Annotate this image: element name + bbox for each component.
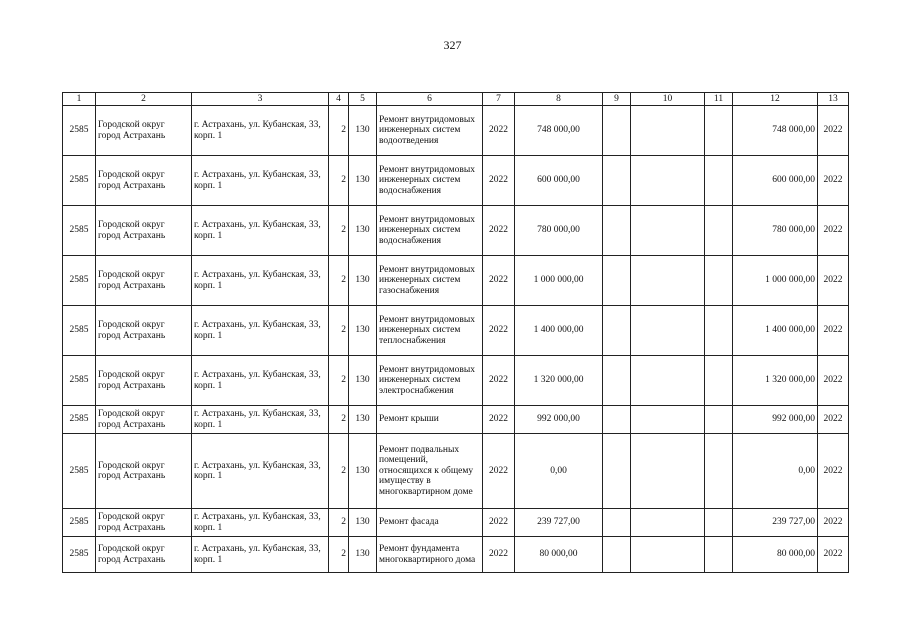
year-cell: 2022	[483, 356, 515, 406]
row-id: 2585	[63, 256, 96, 306]
area-cell: 130	[349, 106, 377, 156]
column-10-cell	[631, 306, 705, 356]
table-row	[63, 256, 849, 306]
address-cell: г. Астрахань, ул. Кубанская, 33, корп. 1	[192, 256, 329, 306]
table-row	[63, 356, 849, 406]
table-row	[63, 106, 849, 156]
floors-cell: 2	[329, 406, 349, 434]
column-9-cell	[603, 256, 631, 306]
table-row	[63, 537, 849, 573]
table-row	[63, 306, 849, 356]
end-year-cell: 2022	[818, 106, 849, 156]
column-header: 9	[603, 93, 631, 106]
area-cell: 130	[349, 406, 377, 434]
year-cell: 2022	[483, 106, 515, 156]
address-cell: г. Астрахань, ул. Кубанская, 33, корп. 1	[192, 106, 329, 156]
cost-cell: 239 727,00	[515, 509, 603, 537]
municipality-cell: Городской округ город Астрахань	[96, 156, 192, 206]
row-id: 2585	[63, 106, 96, 156]
column-header: 11	[705, 93, 733, 106]
cost-cell: 992 000,00	[515, 406, 603, 434]
floors-cell: 2	[329, 106, 349, 156]
column-header: 8	[515, 93, 603, 106]
column-11-cell	[705, 206, 733, 256]
cost-cell: 780 000,00	[515, 206, 603, 256]
work-type-cell: Ремонт крыши	[377, 406, 483, 434]
column-9-cell	[603, 434, 631, 509]
floors-cell: 2	[329, 256, 349, 306]
column-header: 3	[192, 93, 329, 106]
header-row	[63, 93, 849, 106]
column-10-cell	[631, 106, 705, 156]
table-row	[63, 156, 849, 206]
municipality-cell: Городской округ город Астрахань	[96, 206, 192, 256]
area-cell: 130	[349, 306, 377, 356]
municipality-cell: Городской округ город Астрахань	[96, 306, 192, 356]
total-cost-cell: 0,00	[733, 434, 818, 509]
area-cell: 130	[349, 156, 377, 206]
floors-cell: 2	[329, 306, 349, 356]
column-11-cell	[705, 256, 733, 306]
cost-cell: 1 320 000,00	[515, 356, 603, 406]
work-type-cell: Ремонт фундамента многоквартирного дома	[377, 537, 483, 573]
cost-cell: 0,00	[515, 434, 603, 509]
area-cell: 130	[349, 537, 377, 573]
repair-program-table	[62, 92, 849, 573]
end-year-cell: 2022	[818, 406, 849, 434]
page-number: 327	[443, 38, 462, 52]
municipality-cell: Городской округ город Астрахань	[96, 256, 192, 306]
municipality-cell: Городской округ город Астрахань	[96, 106, 192, 156]
end-year-cell: 2022	[818, 509, 849, 537]
area-cell: 130	[349, 256, 377, 306]
cost-cell: 1 400 000,00	[515, 306, 603, 356]
row-id: 2585	[63, 406, 96, 434]
column-10-cell	[631, 509, 705, 537]
work-type-cell: Ремонт подвальных помещений, относящихся к общему имуществу в многоквартирном доме	[377, 434, 483, 509]
column-10-cell	[631, 256, 705, 306]
work-type-cell: Ремонт внутридомовых инженерных систем водоснабжения	[377, 156, 483, 206]
row-id: 2585	[63, 356, 96, 406]
cost-cell: 748 000,00	[515, 106, 603, 156]
year-cell: 2022	[483, 256, 515, 306]
column-10-cell	[631, 156, 705, 206]
area-cell: 130	[349, 356, 377, 406]
year-cell: 2022	[483, 406, 515, 434]
column-9-cell	[603, 537, 631, 573]
work-type-cell: Ремонт фасада	[377, 509, 483, 537]
total-cost-cell: 748 000,00	[733, 106, 818, 156]
floors-cell: 2	[329, 206, 349, 256]
area-cell: 130	[349, 434, 377, 509]
row-id: 2585	[63, 509, 96, 537]
address-cell: г. Астрахань, ул. Кубанская, 33, корп. 1	[192, 156, 329, 206]
column-11-cell	[705, 306, 733, 356]
column-header: 12	[733, 93, 818, 106]
table-row	[63, 206, 849, 256]
total-cost-cell: 1 320 000,00	[733, 356, 818, 406]
municipality-cell: Городской округ город Астрахань	[96, 537, 192, 573]
cost-cell: 600 000,00	[515, 156, 603, 206]
municipality-cell: Городской округ город Астрахань	[96, 509, 192, 537]
column-9-cell	[603, 206, 631, 256]
work-type-cell: Ремонт внутридомовых инженерных систем газоснабжения	[377, 256, 483, 306]
floors-cell: 2	[329, 537, 349, 573]
column-header: 1	[63, 93, 96, 106]
column-9-cell	[603, 106, 631, 156]
municipality-cell: Городской округ город Астрахань	[96, 356, 192, 406]
municipality-cell: Городской округ город Астрахань	[96, 434, 192, 509]
area-cell: 130	[349, 509, 377, 537]
address-cell: г. Астрахань, ул. Кубанская, 33, корп. 1	[192, 306, 329, 356]
address-cell: г. Астрахань, ул. Кубанская, 33, корп. 1	[192, 537, 329, 573]
work-type-cell: Ремонт внутридомовых инженерных систем электроснабжения	[377, 356, 483, 406]
column-11-cell	[705, 406, 733, 434]
area-cell: 130	[349, 206, 377, 256]
row-id: 2585	[63, 306, 96, 356]
table-row	[63, 509, 849, 537]
column-10-cell	[631, 356, 705, 406]
address-cell: г. Астрахань, ул. Кубанская, 33, корп. 1	[192, 356, 329, 406]
row-id: 2585	[63, 434, 96, 509]
floors-cell: 2	[329, 509, 349, 537]
row-id: 2585	[63, 537, 96, 573]
cost-cell: 1 000 000,00	[515, 256, 603, 306]
column-header: 10	[631, 93, 705, 106]
table-body	[63, 106, 849, 573]
floors-cell: 2	[329, 156, 349, 206]
year-cell: 2022	[483, 306, 515, 356]
total-cost-cell: 1 400 000,00	[733, 306, 818, 356]
column-11-cell	[705, 509, 733, 537]
column-10-cell	[631, 434, 705, 509]
column-11-cell	[705, 106, 733, 156]
floors-cell: 2	[329, 434, 349, 509]
column-header: 7	[483, 93, 515, 106]
column-header: 4	[329, 93, 349, 106]
year-cell: 2022	[483, 156, 515, 206]
table-row	[63, 406, 849, 434]
address-cell: г. Астрахань, ул. Кубанская, 33, корп. 1	[192, 206, 329, 256]
municipality-cell: Городской округ город Астрахань	[96, 406, 192, 434]
total-cost-cell: 600 000,00	[733, 156, 818, 206]
column-10-cell	[631, 406, 705, 434]
year-cell: 2022	[483, 509, 515, 537]
address-cell: г. Астрахань, ул. Кубанская, 33, корп. 1	[192, 406, 329, 434]
floors-cell: 2	[329, 356, 349, 406]
total-cost-cell: 239 727,00	[733, 509, 818, 537]
column-11-cell	[705, 356, 733, 406]
end-year-cell: 2022	[818, 306, 849, 356]
work-type-cell: Ремонт внутридомовых инженерных систем водоснабжения	[377, 206, 483, 256]
row-id: 2585	[63, 206, 96, 256]
cost-cell: 80 000,00	[515, 537, 603, 573]
column-11-cell	[705, 434, 733, 509]
total-cost-cell: 992 000,00	[733, 406, 818, 434]
column-header: 13	[818, 93, 849, 106]
year-cell: 2022	[483, 537, 515, 573]
year-cell: 2022	[483, 206, 515, 256]
end-year-cell: 2022	[818, 256, 849, 306]
work-type-cell: Ремонт внутридомовых инженерных систем теплоснабжения	[377, 306, 483, 356]
column-9-cell	[603, 406, 631, 434]
column-10-cell	[631, 537, 705, 573]
end-year-cell: 2022	[818, 356, 849, 406]
column-9-cell	[603, 356, 631, 406]
work-type-cell: Ремонт внутридомовых инженерных систем водоотведения	[377, 106, 483, 156]
column-header: 5	[349, 93, 377, 106]
year-cell: 2022	[483, 434, 515, 509]
end-year-cell: 2022	[818, 537, 849, 573]
total-cost-cell: 80 000,00	[733, 537, 818, 573]
column-9-cell	[603, 306, 631, 356]
column-11-cell	[705, 156, 733, 206]
column-11-cell	[705, 537, 733, 573]
column-9-cell	[603, 156, 631, 206]
column-header: 2	[96, 93, 192, 106]
end-year-cell: 2022	[818, 206, 849, 256]
total-cost-cell: 780 000,00	[733, 206, 818, 256]
table-row	[63, 434, 849, 509]
end-year-cell: 2022	[818, 156, 849, 206]
column-9-cell	[603, 509, 631, 537]
row-id: 2585	[63, 156, 96, 206]
end-year-cell: 2022	[818, 434, 849, 509]
column-10-cell	[631, 206, 705, 256]
address-cell: г. Астрахань, ул. Кубанская, 33, корп. 1	[192, 509, 329, 537]
address-cell: г. Астрахань, ул. Кубанская, 33, корп. 1	[192, 434, 329, 509]
column-header: 6	[377, 93, 483, 106]
total-cost-cell: 1 000 000,00	[733, 256, 818, 306]
